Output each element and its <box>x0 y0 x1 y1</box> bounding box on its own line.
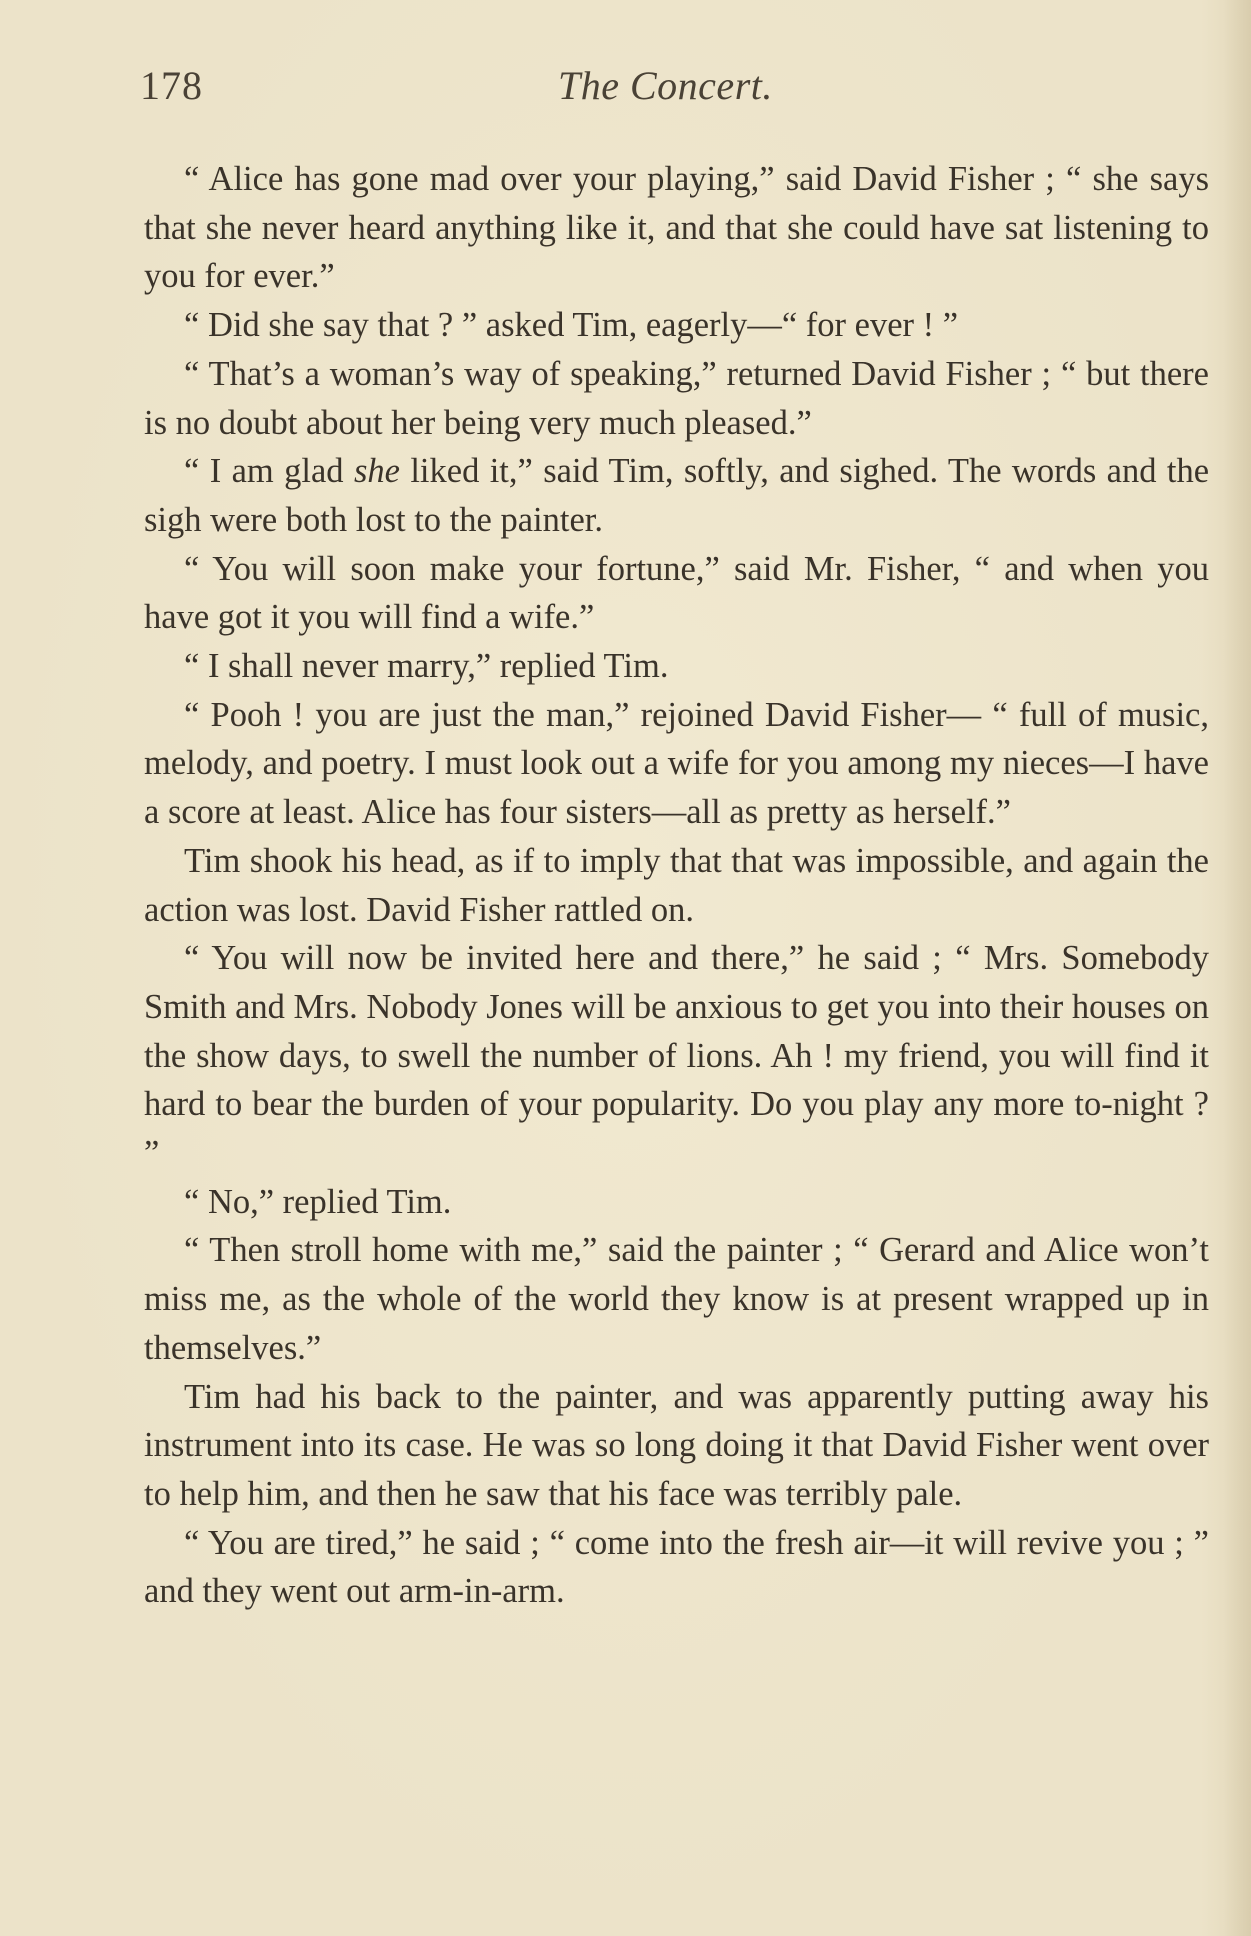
running-title: The Concert. <box>558 63 773 108</box>
paragraph: Tim had his back to the painter, and was apparently putting away his instrument into its case. He was so long doing it that David Fisher went over to help him, and then he saw that his face was terribly pale. <box>144 1377 1209 1513</box>
paragraph: “ No,” replied Tim. <box>184 1182 452 1221</box>
paragraph <box>144 447 1209 544</box>
paragraph: “ Then stroll home with me,” said the painter ; “ Gerard and Alice won’t miss me, as the whole of the world they know is at present wrapped up in themselves.” <box>144 1231 1209 1367</box>
paragraph: “ I shall never marry,” replied Tim. <box>184 647 669 686</box>
paragraph-text: “ I am glad <box>184 452 354 491</box>
paragraph: “ Alice has gone mad over your playing,” said David Fisher ; “ she says that she never heard anything like it, and that she could have sat listening to you for ever.” <box>144 160 1209 296</box>
emphasis-she: she <box>353 452 400 491</box>
paragraph: “ You are tired,” he said ; “ come into the fresh air—it will revive you ; ” and they went out arm-in-arm. <box>144 1523 1209 1611</box>
paragraph: Tim shook his head, as if to imply that that was impossible, and again the action was lost. David Fisher rattled on. <box>144 841 1209 929</box>
running-head <box>140 62 1140 122</box>
paragraph-text: liked it,” said Tim, softly, and sighed. The words and the sigh were both lost to the painter. <box>144 452 1210 539</box>
page-number: 178 <box>140 63 203 108</box>
paragraph: “ Did she say that ? ” asked Tim, eagerly—“ for ever ! ” <box>184 306 959 345</box>
paragraph: “ Pooh ! you are just the man,” rejoined David Fisher— “ full of music, melody, and poetry. I must look out a wife for you among my nieces—I have a score at least. Alice has four sisters—all as pretty as herself.” <box>144 695 1209 832</box>
paragraph: “ You will now be invited here and there,” he said ; “ Mrs. Somebody Smith and Mrs. Nobody Jones will be anxious to get you into their houses on the show days, to swell the number of lions. Ah ! my friend, you will find it hard to bear the burden of your popularity. Do you play any more to-night ? ” <box>144 939 1209 1173</box>
page-edge-shading <box>1223 0 1251 1936</box>
paragraph: “ That’s a woman’s way of speaking,” returned David Fisher ; “ but there is no doubt about her being very much pleased.” <box>144 354 1209 442</box>
body-text <box>144 155 1209 1616</box>
paragraph: “ You will soon make your fortune,” said Mr. Fisher, “ and when you have got it you will find a wife.” <box>144 549 1209 637</box>
